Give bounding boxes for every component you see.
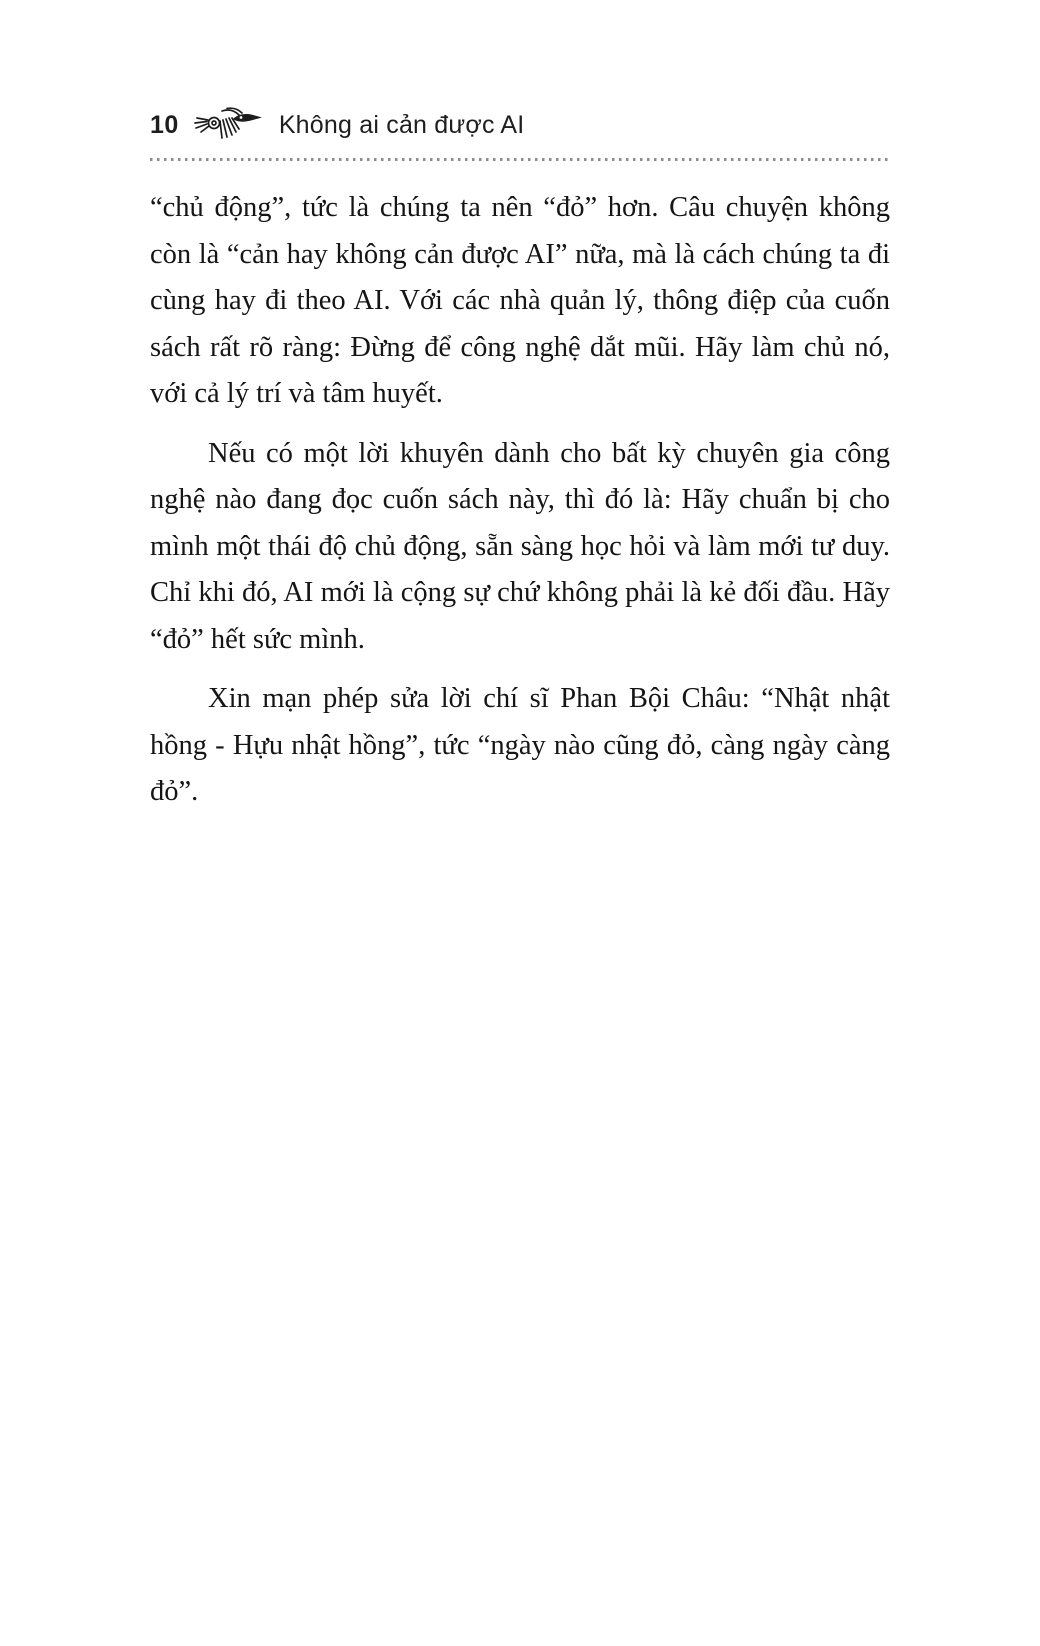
paragraph-1: “chủ động”, tức là chúng ta nên “đỏ” hơn. Câu chuyện không còn là “cản hay không cản được AI” nữa, mà là cách chúng ta đi cùng hay đi theo AI. Với các nhà quản lý, thông điệp của cuốn sách rất rõ ràng: Đừng để công nghệ dắt mũi. Hãy làm chủ nó, với cả lý trí và tâm huyết. bbox=[150, 192, 890, 409]
page-body bbox=[150, 185, 890, 816]
paragraph-2: Nếu có một lời khuyên dành cho bất kỳ chuyên gia công nghệ nào đang đọc cuốn sách này, thì đó là: Hãy chuẩn bị cho mình một thái độ chủ động, sẵn sàng học hỏi và làm mới tư duy. Chỉ khi đó, AI mới là cộng sự chứ không phải là kẻ đối đầu. Hãy “đỏ” hết sức mình. bbox=[150, 437, 890, 655]
running-header bbox=[150, 106, 890, 144]
paragraph-3: Xin mạn phép sửa lời chí sĩ Phan Bội Châu: “Nhật nhật hồng - Hựu nhật hồng”, tức “ngày nào cũng đỏ, càng ngày càng đỏ”. bbox=[150, 683, 890, 807]
header-divider bbox=[150, 158, 888, 161]
running-title: Không ai cản được AI bbox=[278, 110, 525, 139]
page-content bbox=[0, 0, 1040, 816]
page-number: 10 bbox=[150, 110, 179, 139]
dong-son-bird-ornament-icon bbox=[193, 105, 263, 145]
